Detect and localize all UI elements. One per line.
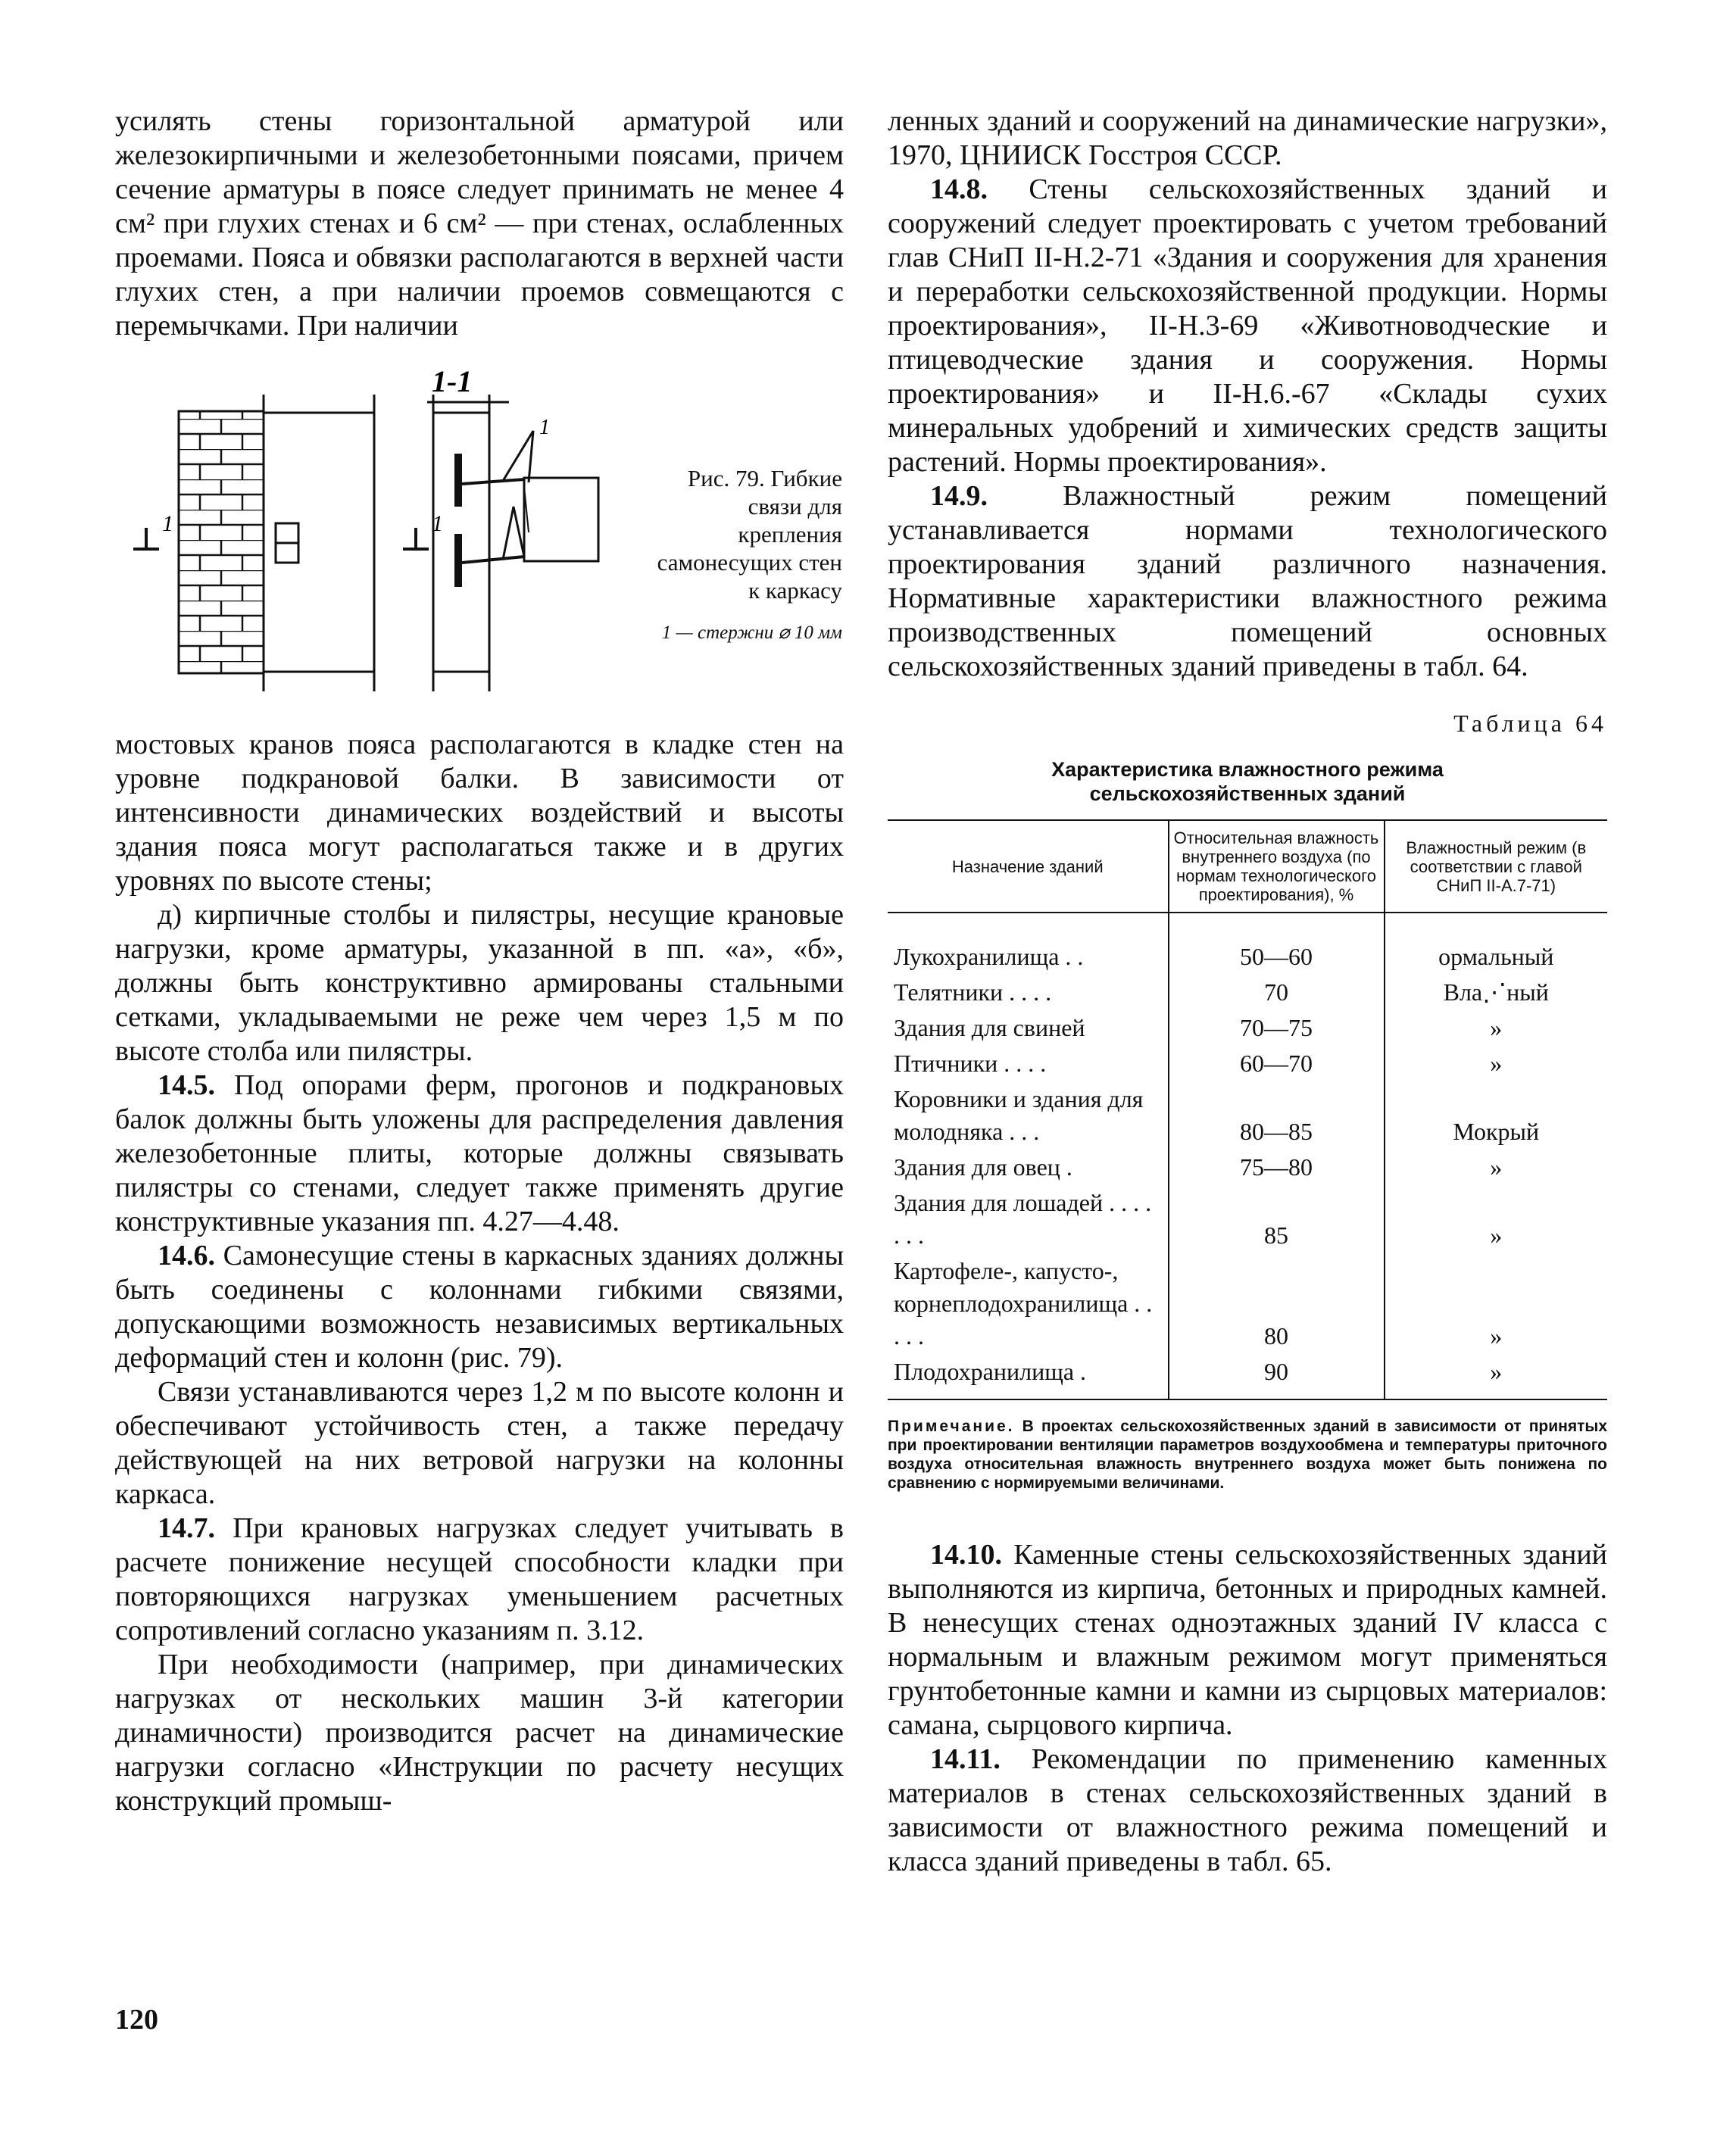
section-number: 14.9.	[930, 480, 988, 512]
right-column	[888, 105, 1607, 1879]
paragraph	[888, 1743, 1607, 1879]
section-label: 1-1	[432, 364, 473, 398]
cell-humidity: 85	[1169, 1185, 1385, 1253]
figure-legend: 1 — стержни ⌀ 10 мм	[661, 622, 842, 643]
paragraph	[115, 1069, 844, 1239]
cell-name: Плодохранилища .	[888, 1354, 1169, 1399]
cell-regime: »	[1385, 1010, 1608, 1046]
page-number: 120	[115, 2004, 158, 2036]
table-note-lead: Примечание.	[888, 1418, 1015, 1435]
section-number: 14.6.	[158, 1240, 215, 1271]
paragraph: мостовых кранов пояса располагаются в кладке стен на уровне подкрановой балки. В зависимости от интенсивности динамических воздействий и высоты здания пояса могут располагаться также и в других уровнях по высоте стены;	[115, 729, 844, 897]
section-number: 14.10.	[930, 1539, 1002, 1571]
table-row	[888, 1354, 1607, 1399]
paragraph: При необходимости (например, при динамических нагрузках от нескольких машин 3-й категории динамичности) производится расчет на динамические нагрузки согласно «Инструкции по расчету несущих конструкций промыш-	[115, 1649, 844, 1817]
header-humidity: Относительная влажность внутреннего воздуха (по нормам технологического проектирования), %	[1169, 820, 1385, 913]
cell-name: Птичники . . . .	[894, 1050, 1047, 1077]
cell-name: Здания для лошадей . . . . . . .	[894, 1189, 1152, 1249]
paragraph	[888, 479, 1607, 684]
paragraph-text: При крановых нагрузках следует учитывать в расчете понижение несущей способности кладки при повторяющихся нагрузках уменьшением расчетных сопротивлений согласно указаниям п. 3.12.	[115, 1512, 844, 1646]
table-note-text: В проектах сельскохозяйственных зданий в зависимости от принятых при проектировании вентиляции параметров воздухообмена и температуры приточного воздуха относительная влажность внутреннего воздуха может быть понижена по сравнению с нормируемыми величинами.	[888, 1418, 1607, 1492]
cell-regime: »	[1385, 1046, 1608, 1081]
table-note	[888, 1417, 1607, 1493]
cell-name: Картофеле-, капусто-, корнеплодохранилища . . . . .	[894, 1257, 1153, 1349]
left-column	[115, 105, 844, 1818]
table-title-line: сельскохозяйственных зданий	[1089, 782, 1406, 805]
header-name: Назначение зданий	[888, 820, 1169, 913]
figure-79	[115, 358, 844, 714]
cut-mark-left: 1	[162, 511, 173, 536]
wall-section	[524, 478, 598, 561]
cell-regime: ормальный	[1385, 913, 1608, 975]
paragraph-text: Рекомендации по применению каменных материалов в стенах сельскохозяйственных зданий в зависимости от влажностного режима помещений и класса зданий приведены в табл. 65.	[888, 1743, 1607, 1877]
cell-humidity: 60—70	[1169, 1046, 1385, 1081]
paragraph: д) кирпичные столбы и пилястры, несущие крановые нагрузки, кроме арматуры, указанной в пп. «а», «б», должны быть конструктивно армированы стальными сетками, укладываемыми не реже чем через 1,5 м по высоте столба или пилястры.	[115, 899, 844, 1067]
cell-regime: »	[1385, 1253, 1608, 1354]
brick-wall	[179, 411, 264, 673]
table-row	[888, 1081, 1607, 1150]
cell-humidity: 70	[1169, 975, 1385, 1010]
cell-humidity: 75—80	[1169, 1150, 1385, 1185]
section-number: 14.11.	[930, 1743, 1001, 1775]
figure-caption: Рис. 79. Гибкие связи для крепления самонесущих стен к каркасу	[657, 465, 842, 604]
cut-mark-right: 1	[432, 511, 443, 536]
section-number: 14.5.	[158, 1069, 215, 1101]
paragraph-text: Влажностный режим помещений устанавливается нормами технологического проектирования зданий различного назначения. Нормативные характеристики влажностного режима производственных помещений основных сельскохозяйственных зданий приведены в табл. 64.	[888, 480, 1607, 682]
cell-regime: Вла⋰ный	[1385, 975, 1608, 1010]
header-regime: Влажностный режим (в соответствии с главой СНиП II-А.7-71)	[1385, 820, 1608, 913]
paragraph	[115, 1239, 844, 1375]
cell-name: Здания для овец .	[894, 1153, 1072, 1181]
cell-humidity: 70—75	[1169, 1010, 1385, 1046]
table-label: Таблица 64	[1453, 710, 1607, 737]
cell-name: Здания для свиней	[894, 1014, 1085, 1041]
paragraph	[115, 1512, 844, 1648]
table-title-line: Характеристика влажностного режима	[1051, 758, 1444, 781]
cell-humidity: 80—85	[1169, 1081, 1385, 1150]
paragraph: ленных зданий и сооружений на динамические нагрузки», 1970, ЦНИИСК Госстроя СССР.	[888, 105, 1607, 171]
callout-1: 1	[539, 416, 550, 439]
paragraph	[888, 173, 1607, 479]
paragraph: Связи устанавливаются через 1,2 м по высоте колонн и обеспечивают устойчивость стен, а также передачу действующей на них ветровой нагрузки на колонны каркаса.	[115, 1376, 844, 1510]
cell-regime: »	[1385, 1185, 1608, 1253]
wall-tie-drawing	[115, 358, 638, 714]
cell-humidity: 80	[1169, 1253, 1385, 1354]
cell-regime: »	[1385, 1150, 1608, 1185]
cell-regime: Мокрый	[1385, 1081, 1608, 1150]
paragraph-text: Каменные стены сельскохозяйственных зданий выполняются из кирпича, бетонных и природных камней. В ненесущих стенах одноэтажных зданий IV класса с нормальным и влажным режимом могут применяться грунтобетонные камни и камни из сырцовых материалов: самана, сырцового кирпича.	[888, 1539, 1607, 1741]
cell-humidity: 50—60	[1169, 913, 1385, 975]
section-number: 14.8.	[930, 173, 988, 205]
table-row	[888, 1150, 1607, 1185]
paragraph-text: Стены сельскохозяйственных зданий и сооружений следует проектировать с учетом требований глав СНиП II-Н.2-71 «Здания и сооружения для хранения и переработки сельскохозяйственной продукции. Нормы проектирования», II-Н.3-69 «Животноводческие и птицеводческие здания и сооружения. Нормы проектирования» и II-Н.6.-67 «Склады сухих минеральных удобрений и химических средств защиты растений. Нормы проектирования».	[888, 173, 1607, 478]
humidity-table	[888, 819, 1607, 1400]
cell-name: Телятники . . . .	[894, 978, 1052, 1006]
table-row	[888, 1185, 1607, 1253]
table-title	[888, 757, 1607, 806]
table-row	[888, 1046, 1607, 1081]
table-row	[888, 913, 1607, 975]
cell-name: Лукохранилища . .	[894, 943, 1084, 970]
table-row	[888, 975, 1607, 1010]
cell-regime: »	[1385, 1354, 1608, 1399]
paragraph-text: Под опорами ферм, прогонов и подкрановых балок должны быть уложены для распределения давления железобетонные плиты, которые должны связывать пилястры со стенами, следует также применять другие конструктивные указания пп. 4.27—4.48.	[115, 1069, 844, 1237]
cell-name: Коровники и здания для молодняка . . .	[894, 1085, 1144, 1145]
table-row	[888, 1253, 1607, 1354]
section-number: 14.7.	[158, 1512, 215, 1544]
paragraph: усилять стены горизонтальной арматурой или железокирпичными и железобетонными поясами, причем сечение арматуры в поясе следует принимать не менее 4 см² при глухих стенах и 6 см² — при стенах, ослабленных проемами. Пояса и обвязки располагаются в верхней части глухих стен, а при наличии проемов совмещаются с перемычками. При наличии	[115, 105, 844, 342]
paragraph-text: Самонесущие стены в каркасных зданиях должны быть соединены с колоннами гибкими связями, допускающими возможность независимых вертикальных деформаций стен и колонн (рис. 79).	[115, 1240, 844, 1374]
table-row	[888, 1010, 1607, 1046]
cell-humidity: 90	[1169, 1354, 1385, 1399]
paragraph	[888, 1538, 1607, 1743]
